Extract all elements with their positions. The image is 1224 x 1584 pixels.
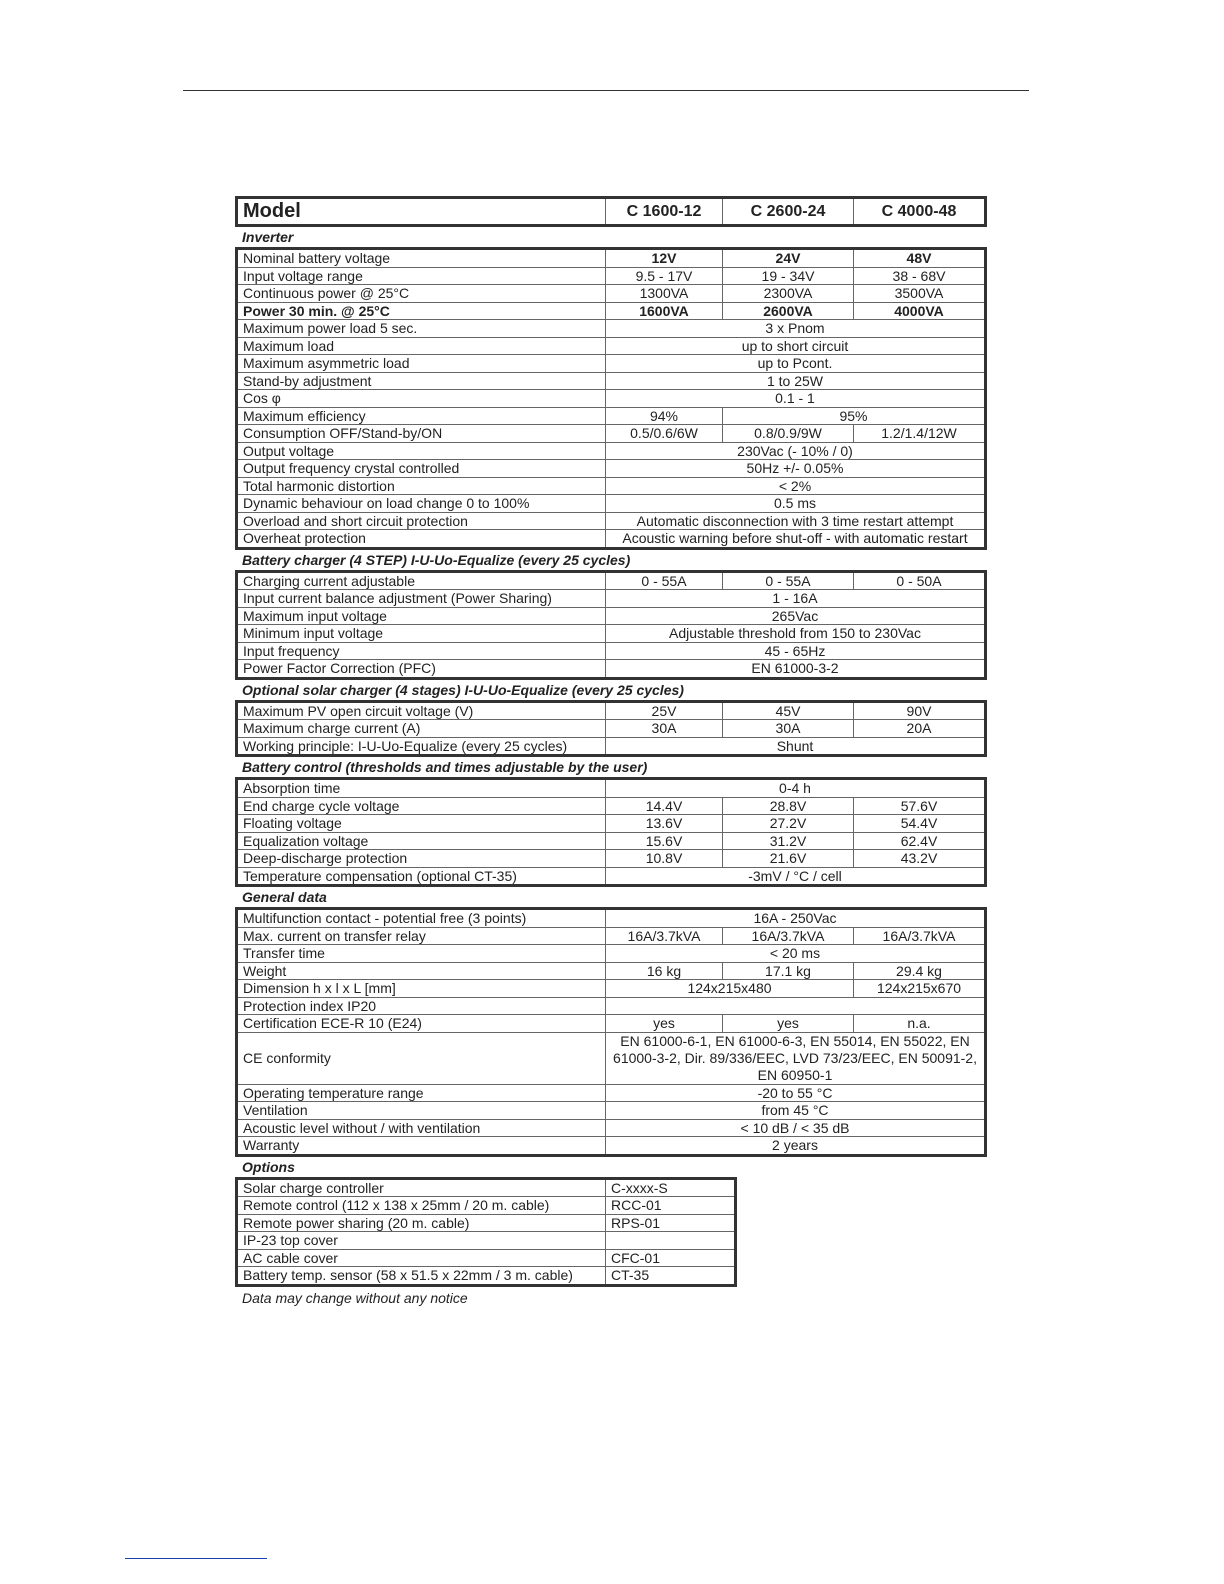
spec-row xyxy=(237,512,986,530)
spec-row xyxy=(237,737,986,756)
header-rule xyxy=(183,90,1029,91)
spec-row xyxy=(237,1032,986,1084)
spec-table xyxy=(235,570,987,680)
spec-label: End charge cycle voltage xyxy=(237,797,606,815)
spec-value: 2 years xyxy=(606,1137,986,1156)
spec-row xyxy=(237,442,986,460)
spec-label: Total harmonic distortion xyxy=(237,477,606,495)
spec-value: 95% xyxy=(723,407,986,425)
spec-row xyxy=(237,607,986,625)
option-label: AC cable cover xyxy=(237,1249,606,1267)
spec-value: 1 - 16A xyxy=(606,590,986,608)
option-row xyxy=(237,1249,736,1267)
spec-value: Automatic disconnection with 3 time restart attempt xyxy=(606,512,986,530)
model-label: Model xyxy=(237,198,606,226)
option-code: RPS-01 xyxy=(606,1214,736,1232)
spec-row xyxy=(237,945,986,963)
spec-label: CE conformity xyxy=(237,1032,606,1084)
spec-value: 31.2V xyxy=(723,832,854,850)
spec-value: EN 61000-6-1, EN 61000-6-3, EN 55014, EN 55022, EN 61000-3-2, Dir. 89/336/EEC, LVD 73/23/EEC, EN 50091-2, EN 60950-1 xyxy=(606,1032,986,1084)
spec-value: 3 x Pnom xyxy=(606,320,986,338)
spec-label: Transfer time xyxy=(237,945,606,963)
spec-label: Maximum power load 5 sec. xyxy=(237,320,606,338)
spec-value: n.a. xyxy=(854,1015,986,1033)
spec-label: Power 30 min. @ 25°C xyxy=(237,302,606,320)
spec-value: 15.6V xyxy=(606,832,723,850)
spec-row xyxy=(237,779,986,798)
spec-value: Shunt xyxy=(606,737,986,756)
spec-value: < 2% xyxy=(606,477,986,495)
spec-label: Multifunction contact - potential free (3 points) xyxy=(237,909,606,928)
spec-value: Adjustable threshold from 150 to 230Vac xyxy=(606,625,986,643)
spec-table xyxy=(235,777,987,887)
spec-row xyxy=(237,660,986,679)
spec-row xyxy=(237,850,986,868)
spec-row xyxy=(237,320,986,338)
spec-label: Deep-discharge protection xyxy=(237,850,606,868)
spec-value: 17.1 kg xyxy=(723,962,854,980)
spec-value: 43.2V xyxy=(854,850,986,868)
spec-value: 50Hz +/- 0.05% xyxy=(606,460,986,478)
spec-value: < 10 dB / < 35 dB xyxy=(606,1119,986,1137)
model-header-row xyxy=(237,198,986,226)
spec-value: 62.4V xyxy=(854,832,986,850)
spec-value: 0.5 ms xyxy=(606,495,986,513)
spec-value xyxy=(606,997,986,1015)
spec-value: 4000VA xyxy=(854,302,986,320)
option-row xyxy=(237,1214,736,1232)
spec-row xyxy=(237,980,986,998)
section-title: General data xyxy=(242,889,327,905)
disclaimer-note: Data may change without any notice xyxy=(242,1289,468,1306)
spec-value: 14.4V xyxy=(606,797,723,815)
spec-label: Continuous power @ 25°C xyxy=(237,285,606,303)
spec-value: 90V xyxy=(854,701,986,720)
spec-label: Acoustic level without / with ventilation xyxy=(237,1119,606,1137)
spec-label: Working principle: I-U-Uo-Equalize (every 25 cycles) xyxy=(237,737,606,756)
spec-row xyxy=(237,1084,986,1102)
spec-label: Maximum load xyxy=(237,337,606,355)
spec-label: Stand-by adjustment xyxy=(237,372,606,390)
spec-label: Weight xyxy=(237,962,606,980)
spec-value: Acoustic warning before shut-off - with automatic restart xyxy=(606,530,986,549)
option-row xyxy=(237,1197,736,1215)
spec-table xyxy=(235,700,987,758)
spec-value: EN 61000-3-2 xyxy=(606,660,986,679)
spec-row xyxy=(237,997,986,1015)
spec-sheet xyxy=(235,196,987,1307)
spec-row xyxy=(237,590,986,608)
spec-label: Nominal battery voltage xyxy=(237,249,606,268)
spec-row xyxy=(237,927,986,945)
options-table xyxy=(235,1177,737,1287)
spec-value: 1 to 25W xyxy=(606,372,986,390)
option-row xyxy=(237,1178,736,1197)
spec-value: < 20 ms xyxy=(606,945,986,963)
spec-row xyxy=(237,1137,986,1156)
spec-label: Absorption time xyxy=(237,779,606,798)
spec-value: yes xyxy=(723,1015,854,1033)
spec-row xyxy=(237,701,986,720)
spec-value: 13.6V xyxy=(606,815,723,833)
spec-label: Minimum input voltage xyxy=(237,625,606,643)
spec-label: Ventilation xyxy=(237,1102,606,1120)
spec-value: 124x215x670 xyxy=(854,980,986,998)
spec-row xyxy=(237,1119,986,1137)
spec-label: Warranty xyxy=(237,1137,606,1156)
spec-value: yes xyxy=(606,1015,723,1033)
option-row xyxy=(237,1267,736,1286)
spec-value: 10.8V xyxy=(606,850,723,868)
spec-value: 57.6V xyxy=(854,797,986,815)
spec-value: 54.4V xyxy=(854,815,986,833)
spec-value: up to short circuit xyxy=(606,337,986,355)
spec-label: Protection index IP20 xyxy=(237,997,606,1015)
spec-value: 29.4 kg xyxy=(854,962,986,980)
spec-row xyxy=(237,390,986,408)
spec-value: up to Pcont. xyxy=(606,355,986,373)
spec-label: Power Factor Correction (PFC) xyxy=(237,660,606,679)
option-code xyxy=(606,1232,736,1250)
spec-label: Output frequency crystal controlled xyxy=(237,460,606,478)
spec-row xyxy=(237,460,986,478)
option-label: IP-23 top cover xyxy=(237,1232,606,1250)
spec-value: 0 - 55A xyxy=(606,571,723,590)
option-code: RCC-01 xyxy=(606,1197,736,1215)
spec-value: 2600VA xyxy=(723,302,854,320)
spec-row xyxy=(237,962,986,980)
spec-value: 94% xyxy=(606,407,723,425)
spec-row xyxy=(237,267,986,285)
spec-label: Max. current on transfer relay xyxy=(237,927,606,945)
spec-value: 3500VA xyxy=(854,285,986,303)
spec-label: Overheat protection xyxy=(237,530,606,549)
spec-label: Overload and short circuit protection xyxy=(237,512,606,530)
spec-label: Charging current adjustable xyxy=(237,571,606,590)
spec-label: Operating temperature range xyxy=(237,1084,606,1102)
option-label: Battery temp. sensor (58 x 51.5 x 22mm / 3 m. cable) xyxy=(237,1267,606,1286)
spec-row xyxy=(237,832,986,850)
spec-row xyxy=(237,815,986,833)
spec-value: 265Vac xyxy=(606,607,986,625)
spec-value: 16A - 250Vac xyxy=(606,909,986,928)
spec-label: Dimension h x l x L [mm] xyxy=(237,980,606,998)
spec-value: 0-4 h xyxy=(606,779,986,798)
model-name: C 1600-12 xyxy=(606,198,723,226)
spec-value: 1600VA xyxy=(606,302,723,320)
spec-label: Maximum charge current (A) xyxy=(237,720,606,738)
spec-value: 230Vac (- 10% / 0) xyxy=(606,442,986,460)
spec-row xyxy=(237,909,986,928)
model-name: C 2600-24 xyxy=(723,198,854,226)
spec-row xyxy=(237,285,986,303)
spec-row xyxy=(237,530,986,549)
spec-value: 16A/3.7kVA xyxy=(854,927,986,945)
model-name: C 4000-48 xyxy=(854,198,986,226)
spec-label: Temperature compensation (optional CT-35) xyxy=(237,867,606,886)
spec-label: Consumption OFF/Stand-by/ON xyxy=(237,425,606,443)
spec-label: Output voltage xyxy=(237,442,606,460)
spec-label: Maximum efficiency xyxy=(237,407,606,425)
option-label: Solar charge controller xyxy=(237,1178,606,1197)
spec-value: 45V xyxy=(723,701,854,720)
spec-value: 0.1 - 1 xyxy=(606,390,986,408)
spec-row xyxy=(237,625,986,643)
spec-table xyxy=(235,907,987,1157)
spec-value: 24V xyxy=(723,249,854,268)
spec-label: Maximum PV open circuit voltage (V) xyxy=(237,701,606,720)
spec-row xyxy=(237,425,986,443)
spec-value: 21.6V xyxy=(723,850,854,868)
spec-row xyxy=(237,867,986,886)
spec-value: 38 - 68V xyxy=(854,267,986,285)
spec-value: 0.8/0.9/9W xyxy=(723,425,854,443)
option-code: C-xxxx-S xyxy=(606,1178,736,1197)
option-code: CT-35 xyxy=(606,1267,736,1286)
spec-label: Equalization voltage xyxy=(237,832,606,850)
spec-row xyxy=(237,337,986,355)
spec-value: 0 - 50A xyxy=(854,571,986,590)
spec-value: 45 - 65Hz xyxy=(606,642,986,660)
spec-row xyxy=(237,249,986,268)
spec-sections xyxy=(235,228,987,1157)
spec-value: 20A xyxy=(854,720,986,738)
spec-row xyxy=(237,720,986,738)
spec-row xyxy=(237,477,986,495)
spec-row xyxy=(237,302,986,320)
spec-value: 1.2/1.4/12W xyxy=(854,425,986,443)
spec-label: Dynamic behaviour on load change 0 to 100% xyxy=(237,495,606,513)
option-row xyxy=(237,1232,736,1250)
spec-value: 0 - 55A xyxy=(723,571,854,590)
option-label: Remote control (112 x 138 x 25mm / 20 m. cable) xyxy=(237,1197,606,1215)
spec-label: Floating voltage xyxy=(237,815,606,833)
spec-value: -20 to 55 °C xyxy=(606,1084,986,1102)
spec-label: Input voltage range xyxy=(237,267,606,285)
section-title: Battery control (thresholds and times adjustable by the user) xyxy=(242,759,648,775)
spec-row xyxy=(237,571,986,590)
spec-row xyxy=(237,1015,986,1033)
spec-value: 30A xyxy=(723,720,854,738)
spec-row xyxy=(237,372,986,390)
spec-row xyxy=(237,355,986,373)
spec-row xyxy=(237,1102,986,1120)
spec-value: 12V xyxy=(606,249,723,268)
section-title: Optional solar charger (4 stages) I-U-Uo-Equalize (every 25 cycles) xyxy=(242,681,684,698)
section-title: Inverter xyxy=(242,229,294,245)
spec-row xyxy=(237,407,986,425)
spec-value: 16A/3.7kVA xyxy=(723,927,854,945)
section-title: Battery charger (4 STEP) I-U-Uo-Equalize (every 25 cycles) xyxy=(242,551,631,568)
spec-value: 28.8V xyxy=(723,797,854,815)
spec-value: 30A xyxy=(606,720,723,738)
spec-value: 124x215x480 xyxy=(606,980,854,998)
spec-value: 16 kg xyxy=(606,962,723,980)
spec-value: 2300VA xyxy=(723,285,854,303)
spec-value: 9.5 - 17V xyxy=(606,267,723,285)
spec-value: 48V xyxy=(854,249,986,268)
spec-value: from 45 °C xyxy=(606,1102,986,1120)
spec-value: 1300VA xyxy=(606,285,723,303)
spec-value: 27.2V xyxy=(723,815,854,833)
spec-label: Input frequency xyxy=(237,642,606,660)
spec-value: 16A/3.7kVA xyxy=(606,927,723,945)
model-header-table xyxy=(235,196,987,227)
spec-value: -3mV / °C / cell xyxy=(606,867,986,886)
spec-row xyxy=(237,495,986,513)
spec-label: Maximum input voltage xyxy=(237,607,606,625)
spec-label: Certification ECE-R 10 (E24) xyxy=(237,1015,606,1033)
spec-value: 19 - 34V xyxy=(723,267,854,285)
spec-label: Input current balance adjustment (Power Sharing) xyxy=(237,590,606,608)
spec-table xyxy=(235,247,987,550)
option-code: CFC-01 xyxy=(606,1249,736,1267)
spec-label: Maximum asymmetric load xyxy=(237,355,606,373)
spec-label: Cos φ xyxy=(237,390,606,408)
options-title: Options xyxy=(242,1158,295,1175)
option-label: Remote power sharing (20 m. cable) xyxy=(237,1214,606,1232)
spec-row xyxy=(237,642,986,660)
spec-value: 25V xyxy=(606,701,723,720)
spec-value: 0.5/0.6/6W xyxy=(606,425,723,443)
footer-rule xyxy=(125,1558,267,1559)
spec-row xyxy=(237,797,986,815)
